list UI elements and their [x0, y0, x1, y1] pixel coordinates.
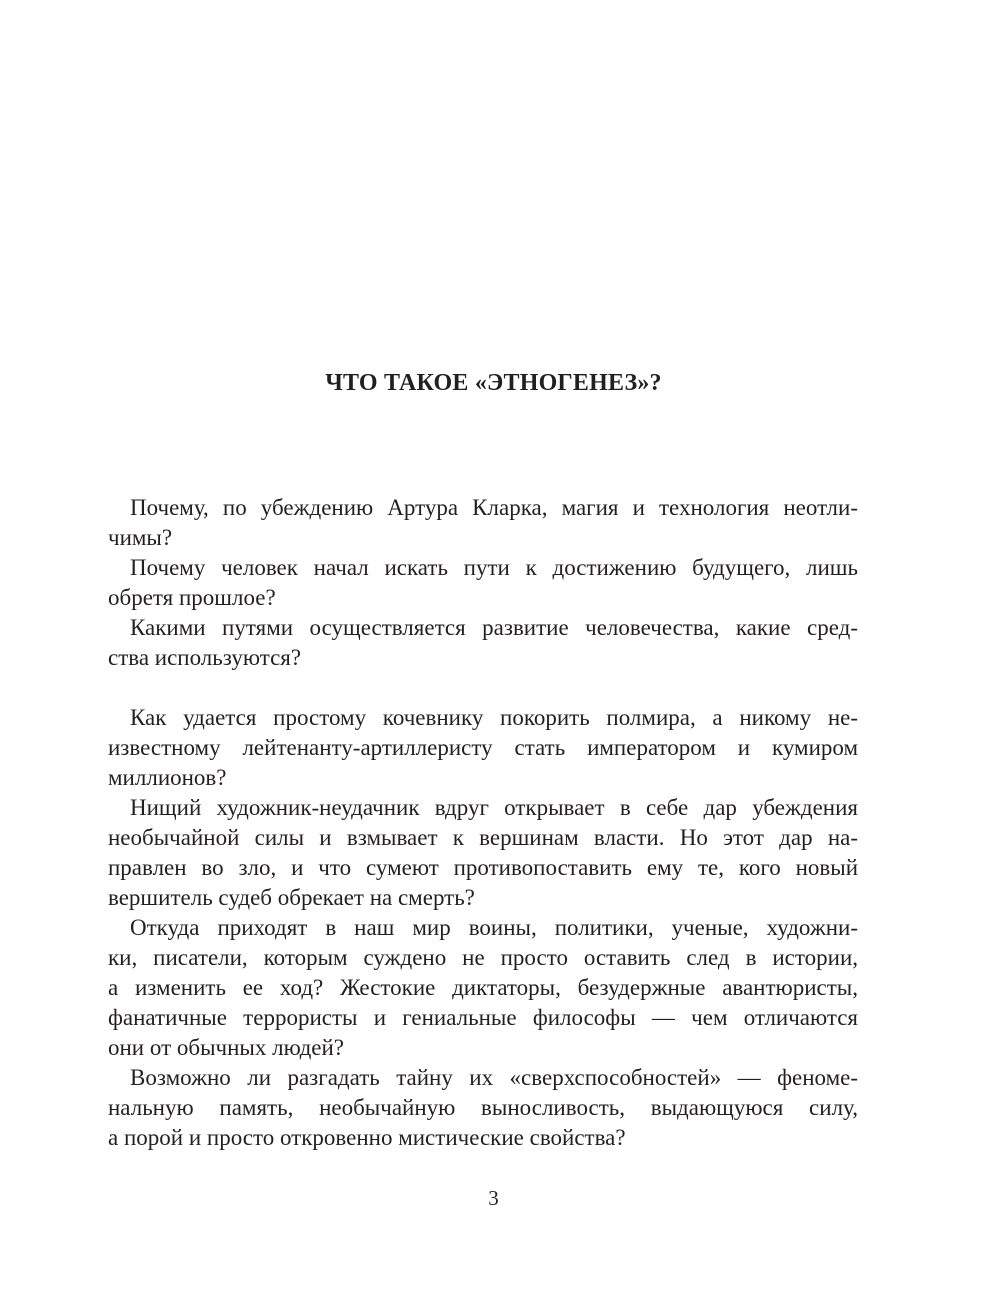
paragraph: [108, 1063, 858, 1153]
text-line: нальную память, необычайную выносливость, выдающуюся силу,: [108, 1095, 858, 1120]
text-line: обретя прошлое?: [108, 585, 276, 610]
text-line: Нищий художник-неудачник вдруг открывает в себе дар убеждения: [130, 795, 858, 820]
page-number: 3: [488, 1186, 499, 1210]
text-line: необычайной силы и взмывает к вершинам власти. Но этот дар на-: [108, 825, 858, 850]
paragraph: [108, 553, 858, 613]
text-line: Возможно ли разгадать тайну их «сверхспособностей» — феноме-: [130, 1065, 858, 1090]
text-line: ства используются?: [108, 645, 302, 670]
text-line: Откуда приходят в наш мир воины, политики, ученые, художни-: [130, 915, 858, 940]
text-line: Почему человек начал искать пути к достижению будущего, лишь: [130, 555, 858, 580]
section-break: [108, 673, 858, 703]
text-line: Почему, по убеждению Артура Кларка, магия и технология неотли-: [130, 495, 858, 520]
text-line: вершитель судеб обрекает на смерть?: [108, 885, 475, 910]
text-line: а порой и просто откровенно мистические свойства?: [108, 1125, 626, 1150]
paragraph: [108, 613, 858, 673]
text-line: миллионов?: [108, 765, 227, 790]
paragraph: [108, 793, 858, 913]
text-line: а изменить ее ход? Жестокие диктаторы, безудержные авантюристы,: [108, 975, 858, 1000]
paragraph: [108, 913, 858, 1063]
text-line: фанатичные террористы и гениальные философы — чем отличаются: [108, 1005, 858, 1030]
chapter-title: ЧТО ТАКОЕ «ЭТНОГЕНЕЗ»?: [325, 370, 662, 396]
text-line: чимы?: [108, 525, 173, 550]
paragraph: [108, 703, 858, 793]
paragraph: [108, 493, 858, 553]
text-line: Как удается простому кочевнику покорить полмира, а никому не-: [130, 705, 858, 730]
text-line: Какими путями осуществляется развитие человечества, какие сред-: [130, 615, 858, 640]
text-line: известному лейтенанту-артиллеристу стать императором и кумиром: [108, 735, 858, 760]
chapter-body: [108, 493, 858, 1153]
text-line: они от обычных людей?: [108, 1035, 345, 1060]
text-line: ки, писатели, которым суждено не просто оставить след в истории,: [108, 945, 858, 970]
text-line: правлен во зло, и что сумеют противопоставить ему те, кого новый: [108, 855, 858, 880]
